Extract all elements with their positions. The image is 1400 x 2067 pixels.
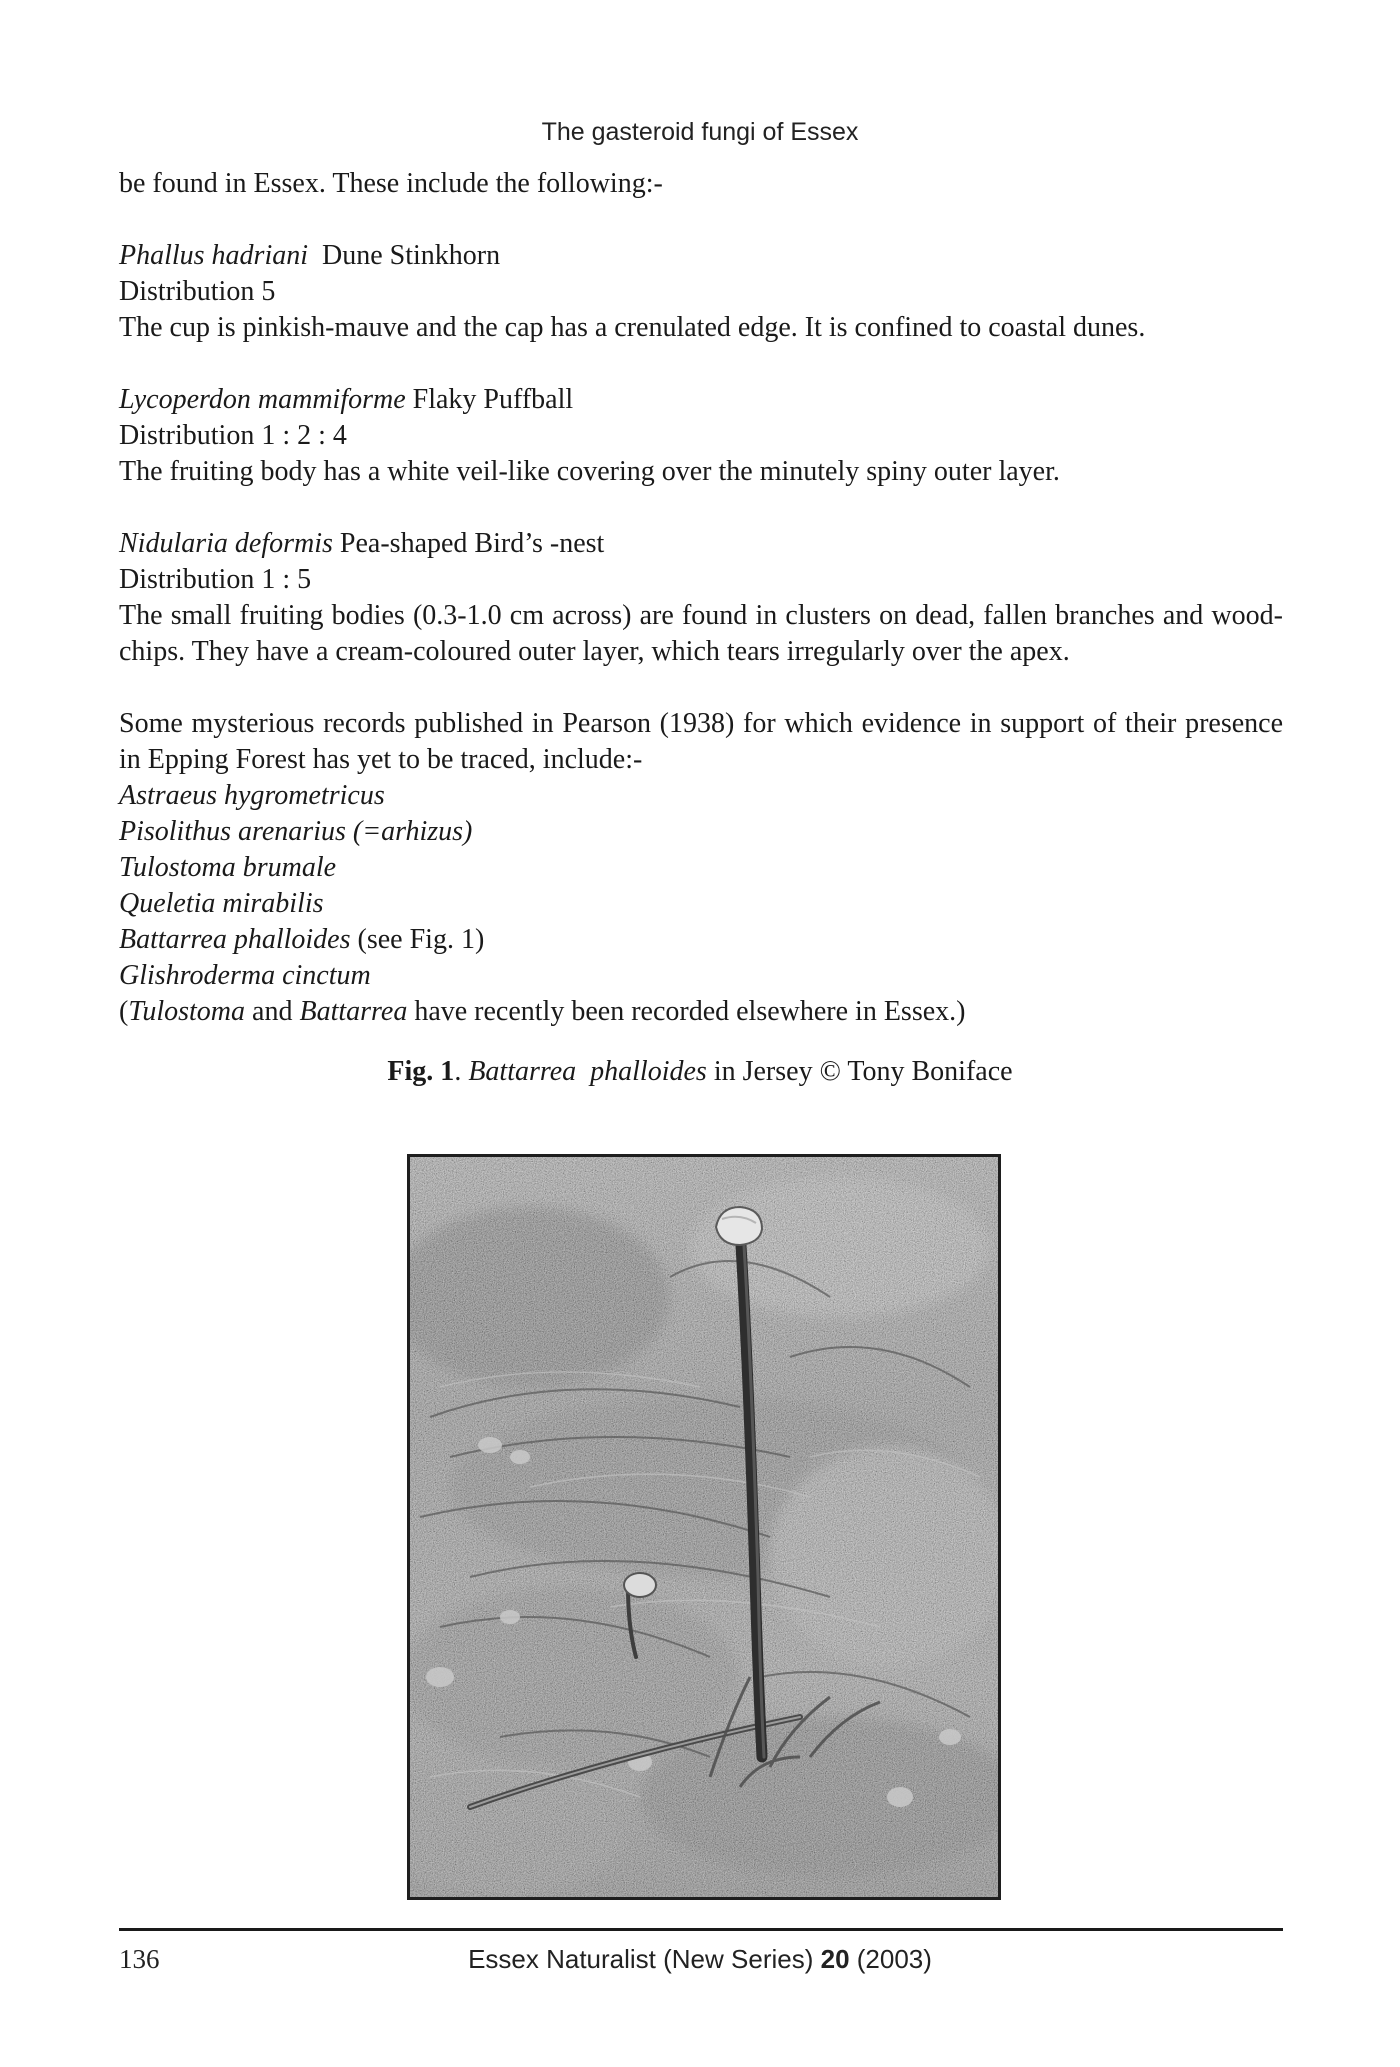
species-latin-name: Nidularia deformis bbox=[119, 528, 333, 559]
species-heading bbox=[119, 382, 1283, 418]
figure-label: Fig. 1 bbox=[387, 1056, 455, 1087]
journal-volume: 20 bbox=[820, 1944, 850, 1974]
mysterious-records-intro: Some mysterious records published in Pearson (1938) for which evidence in support of their presence in Epping Forest has yet to be traced, include:- bbox=[119, 708, 1283, 775]
record-latin-name: Tulostoma brumale bbox=[119, 852, 337, 883]
footer-rule bbox=[119, 1928, 1283, 1931]
species-description: The fruiting body has a white veil-like covering over the minutely spiny outer layer. bbox=[119, 456, 1060, 487]
species-latin-name: Phallus hadriani bbox=[119, 240, 309, 271]
record-latin-name: Queletia mirabilis bbox=[119, 888, 324, 919]
species-common-name: Flaky Puffball bbox=[412, 384, 574, 415]
closing-genus-2: Battarrea bbox=[299, 996, 408, 1027]
photo-illustration bbox=[410, 1157, 998, 1897]
species-common-name: Dune Stinkhorn bbox=[322, 240, 501, 271]
journal-year: (2003) bbox=[856, 1944, 932, 1974]
species-distribution: Distribution 1 : 5 bbox=[119, 564, 312, 595]
record-latin-name: Pisolithus arenarius (=arhizus) bbox=[119, 816, 473, 847]
figure-credit: in Jersey © Tony Boniface bbox=[706, 1056, 1013, 1087]
record-latin-name: Glishroderma cinctum bbox=[119, 960, 371, 991]
closing-rest: have recently been recorded elsewhere in Essex.) bbox=[407, 996, 966, 1027]
fungus-photograph bbox=[407, 1154, 1001, 1900]
article-body bbox=[119, 166, 1283, 1030]
species-description: The cup is pinkish-mauve and the cap has a crenulated edge. It is confined to coastal dunes. bbox=[119, 312, 1146, 343]
record-item bbox=[119, 886, 1283, 922]
journal-name: Essex Naturalist (New Series) bbox=[468, 1944, 814, 1974]
record-latin-name: Astraeus hygrometricus bbox=[119, 780, 385, 811]
figure-separator: . bbox=[454, 1056, 469, 1087]
figure-caption bbox=[0, 1056, 1400, 1088]
species-distribution: Distribution 5 bbox=[119, 276, 276, 307]
closing-open-paren: ( bbox=[119, 996, 129, 1027]
record-latin-name: Battarrea phalloides bbox=[119, 924, 351, 955]
record-item bbox=[119, 958, 1283, 994]
species-distribution: Distribution 1 : 2 : 4 bbox=[119, 420, 347, 451]
intro-line: be found in Essex. These include the following:- bbox=[119, 168, 663, 199]
running-title: The gasteroid fungi of Essex bbox=[541, 118, 859, 146]
species-heading bbox=[119, 526, 1283, 562]
species-latin-name: Lycoperdon mammiforme bbox=[119, 384, 406, 415]
page-number: 136 bbox=[119, 1944, 160, 1974]
closing-genus-1: Tulostoma bbox=[128, 996, 246, 1027]
journal-citation bbox=[0, 1944, 1400, 1975]
record-item bbox=[119, 814, 1283, 850]
species-common-name: Pea-shaped Bird’s -nest bbox=[339, 528, 605, 559]
record-item bbox=[119, 850, 1283, 886]
species-heading bbox=[119, 238, 1283, 274]
species-description: The small fruiting bodies (0.3-1.0 cm across) are found in clusters on dead, fallen branches and wood-chips. They have a cream-coloured outer layer, which tears irregularly over the apex. bbox=[119, 600, 1283, 667]
closing-and: and bbox=[245, 996, 300, 1027]
record-item bbox=[119, 922, 1283, 958]
record-item bbox=[119, 778, 1283, 814]
figure-species: Battarrea phalloides bbox=[468, 1056, 707, 1087]
closing-note bbox=[119, 994, 1283, 1030]
record-note: (see Fig. 1) bbox=[357, 924, 485, 955]
